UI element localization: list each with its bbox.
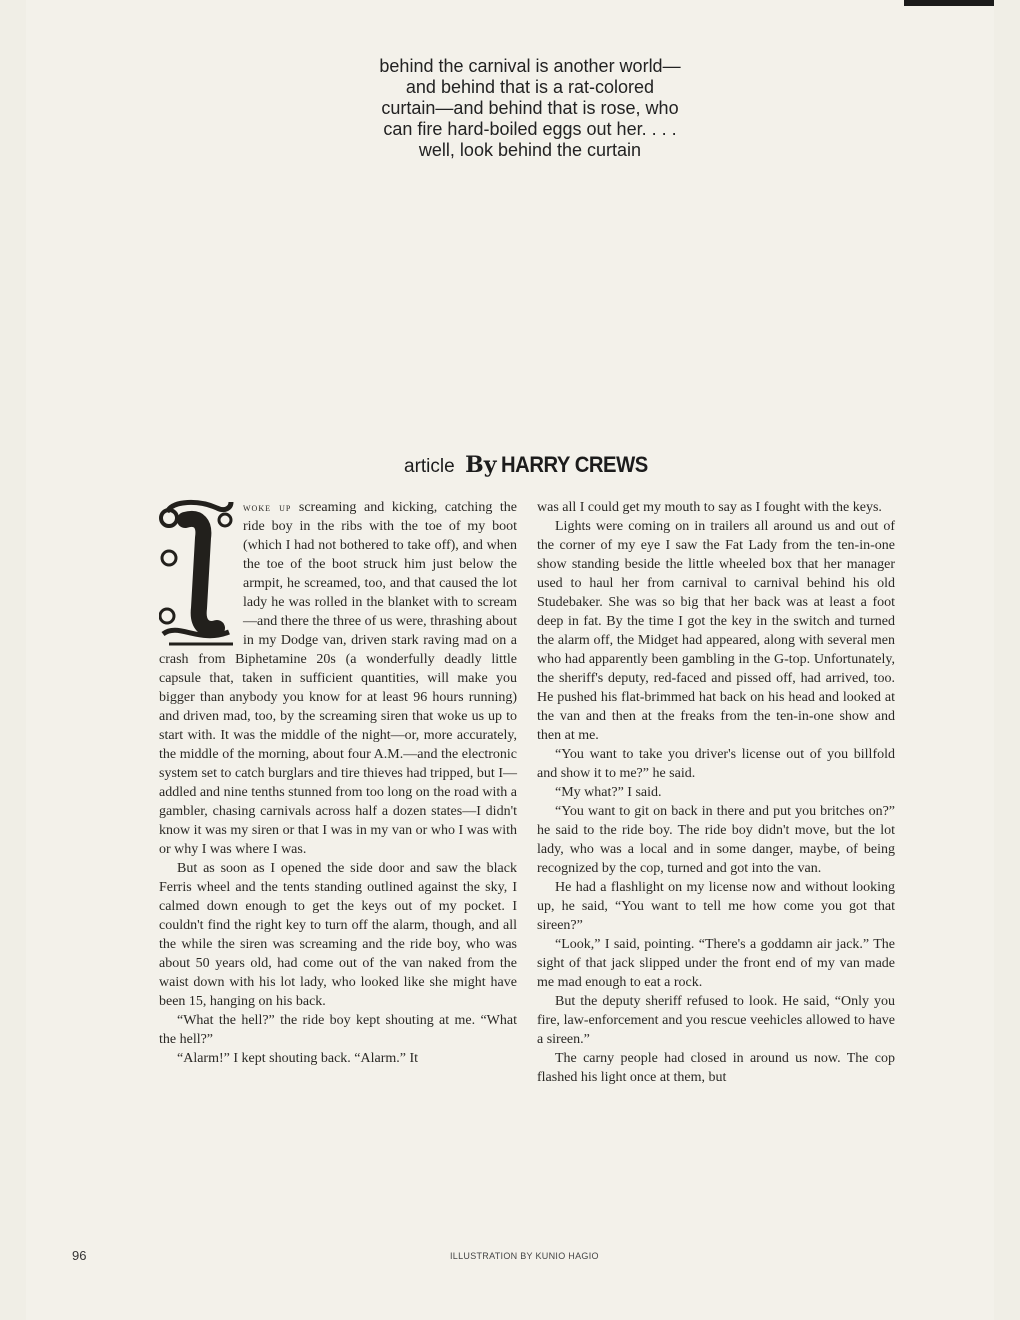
text-column-left — [159, 498, 517, 1068]
byline-by: By — [465, 452, 497, 478]
paragraph: But the deputy sheriff refused to look. He said, “Only you fire, law-enforcement and you rescue veehicles allowed to have a sireen.” — [537, 994, 895, 1047]
text-column-right — [537, 498, 895, 1087]
paragraph: “Look,” I said, pointing. “There's a goddamn air jack.” The sight of that jack slipped under the front end of my van made me mad enough to eat a rock. — [537, 937, 895, 990]
deck-line: can fire hard-boiled eggs out her. . . . — [383, 119, 677, 139]
dropcap — [159, 498, 235, 646]
deck-line: curtain—and behind that is rose, who — [381, 98, 679, 118]
opening-smallcaps: woke up — [243, 500, 292, 514]
deck-line: behind the carnival is another world— — [379, 56, 681, 76]
paragraph: The carny people had closed in around us now. The cop flashed his light once at them, but — [537, 1051, 895, 1085]
paragraph: was all I could get my mouth to say as I fought with the keys. — [537, 500, 882, 515]
paragraph: Lights were coming on in trailers all around us and out of the corner of my eye I saw the Fat Lady from the ten-in-one show standing beside the little wheeled box that her manager used to haul her from carnival to carnival behind his old Studebaker. She was so big that her back was at least a foot deep in fat. By the time I got the key in the switch and turned the alarm off, the Midget had appeared, along with several men who had apparently been gambling in the G-top. Unfortunately, the sheriff's deputy, red-faced and pissed off, had arrived, too. He pushed his flat-brimmed hat back on his head and looked at the van and then at the freaks from the ten-in-one show and then at me. — [537, 519, 895, 743]
paragraph: He had a flashlight on my license now and without looking up, he said, “You want to tell me how come you got that sireen?” — [537, 880, 895, 933]
corner-mark — [904, 0, 994, 6]
byline — [404, 452, 661, 478]
paragraph: “What the hell?” the ride boy kept shouting at me. “What the hell?” — [159, 1013, 517, 1047]
paragraph: “You want to git on back in there and put you britches on?” he said to the ride boy. The ride boy didn't move, but the lot lady, who was a local and in some danger, maybe, of being recognized by the cop, turned and got into the van. — [537, 804, 895, 876]
page-number: 96 — [72, 1248, 87, 1263]
deck-line: and behind that is a rat-colored — [405, 77, 655, 97]
deck-line: well, look behind the curtain — [418, 140, 642, 160]
paragraph: “You want to take you driver's license out of you billfold and show it to me?” he said. — [537, 747, 895, 781]
paragraph: “My what?” I said. — [555, 785, 662, 800]
article-deck — [300, 56, 760, 161]
paragraph: “Alarm!” I kept shouting back. “Alarm.” It — [177, 1051, 419, 1066]
paragraph-text: screaming and kicking, catching the ride boy in the ribs with the toe of my boot (which I had not bothered to take off), and when the toe of the boot struck him just below the armpit, he screamed, too, and that caused the lot lady he was rolled in the blanket with to scream—and there the three of us were, thrashing about in my Dodge van, driven stark raving mad on a crash from Biphetamine 20s (a wonderfully deadly little capsule that, taken in sufficient quantities, will make you bigger than anybody you know for at least 96 hours running) and driven mad, too, by the screaming siren that woke us up to start with. It was the middle of the night—or, more accurately, the middle of the morning, about four A.M.—and the electronic system set to catch burglars and tire thieves had tripped, but I—addled and nine tenths stunned from too long on the road with a gambler, chasing carnivals across half a dozen states—I didn't know it was my siren or that I was in my van or who I was with or why I was where I was. — [159, 500, 518, 857]
illustration-credit: ILLUSTRATION BY KUNIO HAGIO — [450, 1251, 599, 1261]
byline-author: HARRY CREWS — [500, 452, 648, 477]
byline-kind: article — [404, 456, 455, 477]
paragraph — [159, 498, 517, 859]
ornate-i-icon — [159, 498, 235, 646]
paragraph: But as soon as I opened the side door and saw the black Ferris wheel and the tents standing outlined against the sky, I calmed down enough to get the keys out of my pocket. I couldn't find the right key to turn off the alarm, though, and all the while the siren was screaming and the ride boy, who was about 50 years old, had come out of the van naked from the waist down with his lot lady, who looked like she might have been 15, hanging on his back. — [159, 861, 517, 1009]
